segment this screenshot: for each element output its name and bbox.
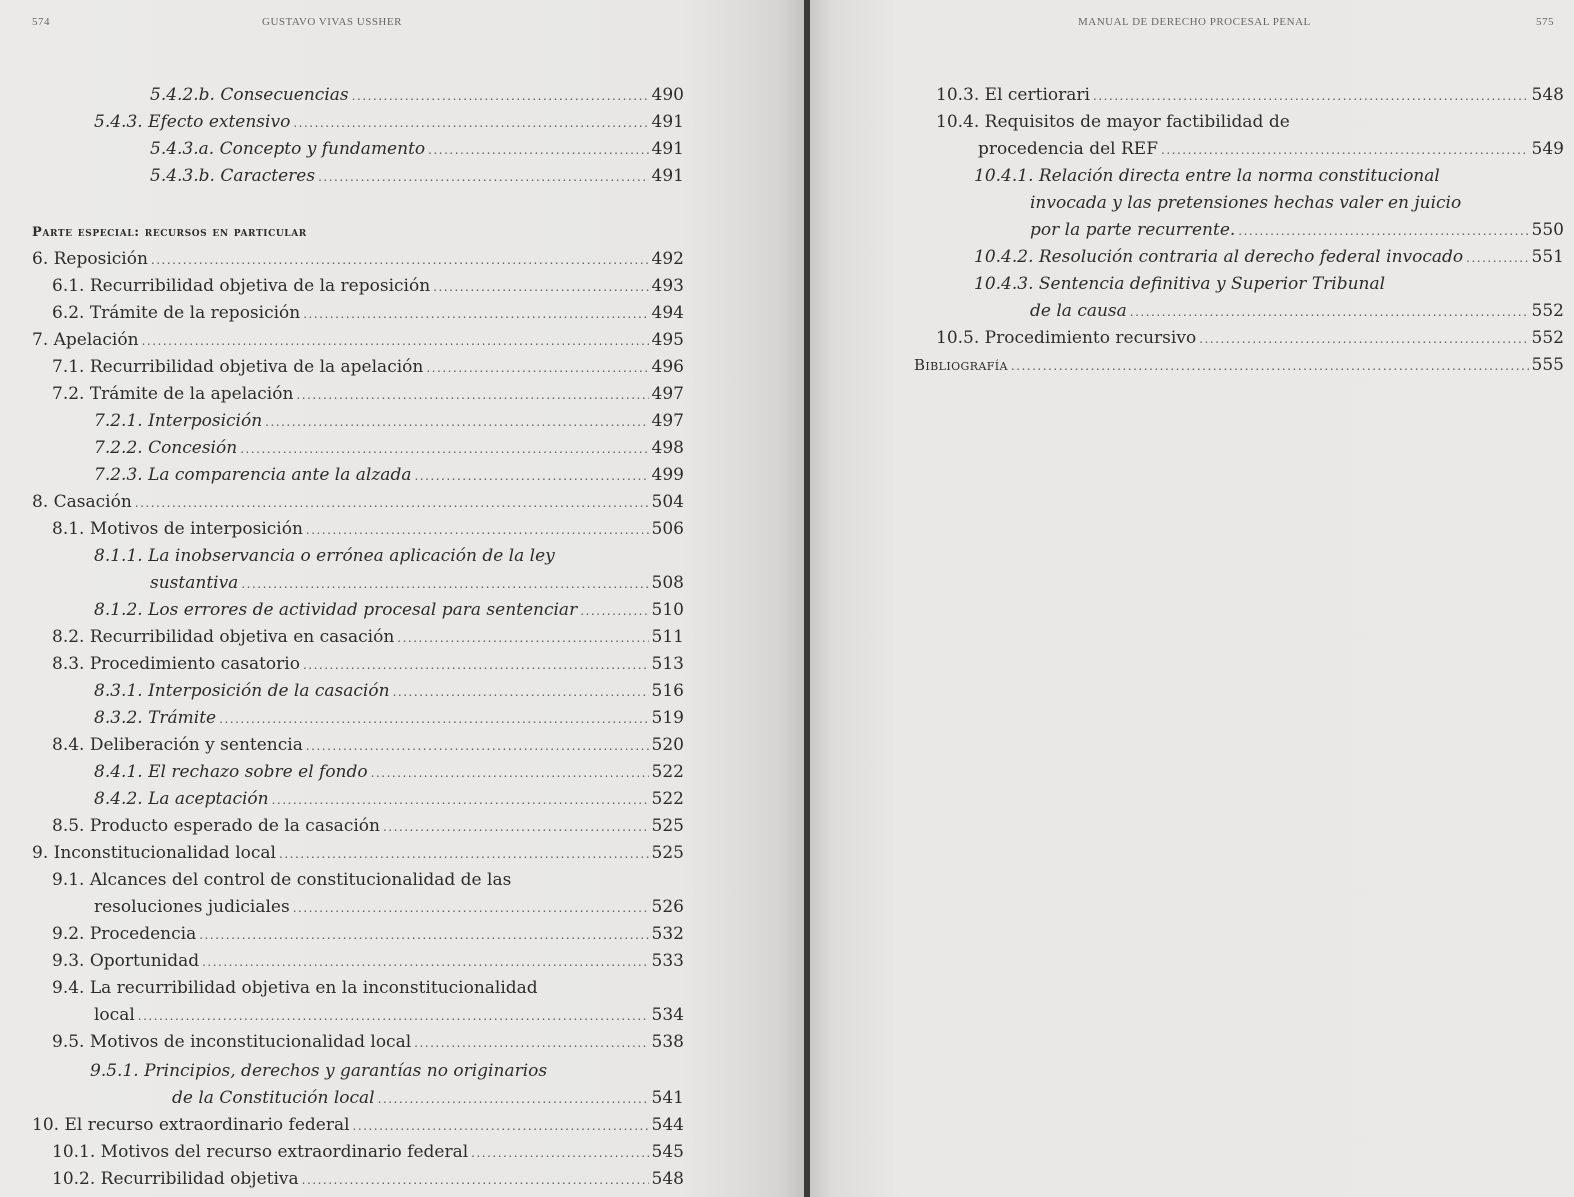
toc-entry-line: 10.4. Requisitos de mayor factibilidad de xyxy=(936,112,1290,132)
toc-entry: Bibliografía ..... 555 xyxy=(914,352,1564,378)
toc-entry: 9.5. Motivos de inconstitucionalidad local ..... 538 xyxy=(52,1029,684,1055)
toc-entry: 7.2. Trámite de la apelación ..... 497 xyxy=(52,381,684,407)
toc-entry: local ..... 534 xyxy=(94,1002,684,1028)
left-page-number: 574 xyxy=(32,16,50,28)
toc-entry: 8.4. Deliberación y sentencia ..... 520 xyxy=(52,732,684,758)
toc-entry-line: 10.4.1. Relación directa entre la norma constitucional xyxy=(974,166,1440,186)
toc-entry: 8.3.2. Trámite ..... 519 xyxy=(94,705,684,731)
toc-entry: por la parte recurrente. ..... 550 xyxy=(1030,217,1564,243)
toc-entry: de la causa ..... 552 xyxy=(1030,298,1564,324)
toc-entry-line: 9.4. La recurribilidad objetiva en la inconstitucionalidad xyxy=(52,978,538,998)
toc-entry: 8.1.2. Los errores de actividad procesal para sentenciar ..... 510 xyxy=(94,597,684,623)
toc-entry: 6. Reposición ..... 492 xyxy=(32,246,684,272)
toc-entry: 7.2.1. Interposición ..... 497 xyxy=(94,408,684,434)
toc-entry: 5.4.3. Efecto extensivo ..... 491 xyxy=(94,109,684,135)
left-header-title: GUSTAVO VIVAS USSHER xyxy=(262,16,402,28)
toc-entry: 10.5. Procedimiento recursivo ..... 552 xyxy=(936,325,1564,351)
toc-entry: 5.4.2.b. Consecuencias ..... 490 xyxy=(150,82,684,108)
section-heading: Parte especial: recursos en particular xyxy=(32,225,307,240)
right-header-title: MANUAL DE DERECHO PROCESAL PENAL xyxy=(1078,16,1311,28)
toc-entry: 8.4.1. El rechazo sobre el fondo ..... 522 xyxy=(94,759,684,785)
toc-entry: 8. Casación ..... 504 xyxy=(32,489,684,515)
toc-entry: 10.4.2. Resolución contraria al derecho federal invocado ..... 551 xyxy=(974,244,1564,270)
toc-entry: 9.3. Oportunidad ..... 533 xyxy=(52,948,684,974)
toc-entry: 7. Apelación ..... 495 xyxy=(32,327,684,353)
toc-entry: 10.3. El certiorari ..... 548 xyxy=(936,82,1564,108)
toc-entry: 10. El recurso extraordinario federal ..... 544 xyxy=(32,1112,684,1138)
right-running-head xyxy=(810,16,1574,36)
toc-entry: 8.3.1. Interposición de la casación ..... 516 xyxy=(94,678,684,704)
toc-entry: 6.1. Recurribilidad objetiva de la reposición ..... 493 xyxy=(52,273,684,299)
toc-entry: de la Constitución local ..... 541 xyxy=(172,1085,684,1111)
toc-entry: 8.1. Motivos de interposición ..... 506 xyxy=(52,516,684,542)
toc-entry: 5.4.3.a. Concepto y fundamento ..... 491 xyxy=(150,136,684,162)
right-page xyxy=(810,0,1574,1197)
toc-entry: 8.2. Recurribilidad objetiva en casación ..... 511 xyxy=(52,624,684,650)
toc-entry: 7.2.3. La comparencia ante la alzada ..... 499 xyxy=(94,462,684,488)
toc-entry: 7.2.2. Concesión ..... 498 xyxy=(94,435,684,461)
toc-entry: procedencia del REF ..... 549 xyxy=(978,136,1564,162)
toc-entry: 8.5. Producto esperado de la casación ..... 525 xyxy=(52,813,684,839)
toc-entry-line: 9.1. Alcances del control de constitucionalidad de las xyxy=(52,870,512,890)
toc-entry: 8.4.2. La aceptación ..... 522 xyxy=(94,786,684,812)
toc-entry-line: 8.1.1. La inobservancia o errónea aplicación de la ley xyxy=(94,546,555,566)
toc-entry: 10.2. Recurribilidad objetiva ..... 548 xyxy=(52,1166,684,1192)
toc-entry-line: 10.4.3. Sentencia definitiva y Superior Tribunal xyxy=(974,274,1386,294)
toc-entry: 9.2. Procedencia ..... 532 xyxy=(52,921,684,947)
toc-entry: 10.1. Motivos del recurso extraordinario federal ..... 545 xyxy=(52,1139,684,1165)
left-running-head xyxy=(0,16,804,36)
toc-entry: resoluciones judiciales ..... 526 xyxy=(94,894,684,920)
toc-entry: 8.3. Procedimiento casatorio ..... 513 xyxy=(52,651,684,677)
toc-entry-line: invocada y las pretensiones hechas valer en juicio xyxy=(1030,193,1462,213)
right-page-number: 575 xyxy=(1536,16,1554,28)
toc-entry: 7.1. Recurribilidad objetiva de la apelación ..... 496 xyxy=(52,354,684,380)
toc-entry: 6.2. Trámite de la reposición ..... 494 xyxy=(52,300,684,326)
toc-entry: sustantiva ..... 508 xyxy=(150,570,684,596)
toc-entry: 5.4.3.b. Caracteres ..... 491 xyxy=(150,163,684,189)
toc-entry: 9. Inconstitucionalidad local ..... 525 xyxy=(32,840,684,866)
toc-entry-line: 9.5.1. Principios, derechos y garantías no originarios xyxy=(90,1061,548,1081)
